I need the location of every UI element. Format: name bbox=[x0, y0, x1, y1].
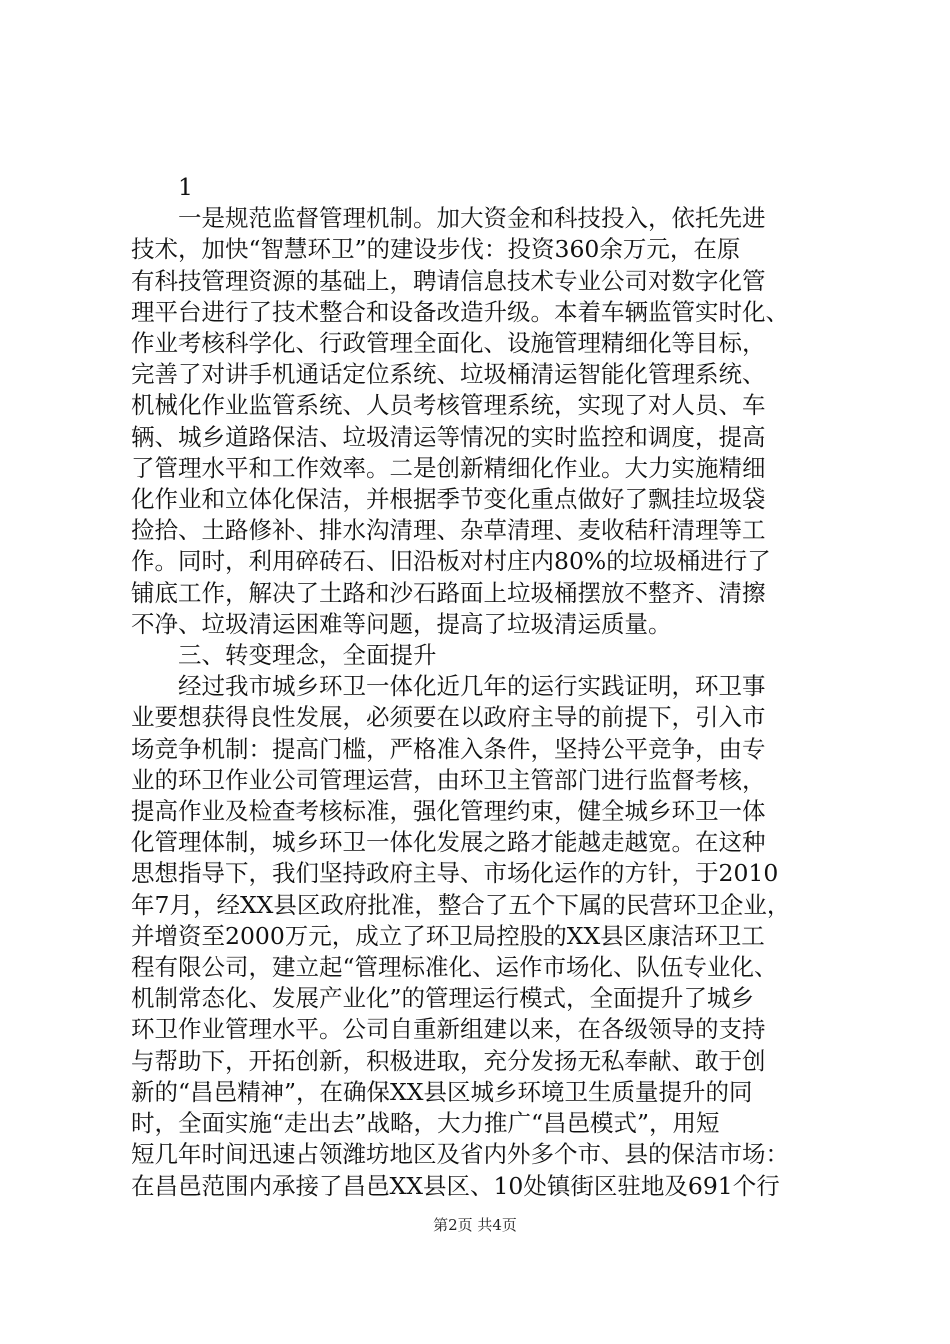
page-number-marker: 1 bbox=[178, 173, 193, 201]
paragraph-line: 理平台进行了技术整合和设备改造升级。本着车辆监管实时化、 bbox=[131, 297, 789, 326]
paragraph-line: 业的环卫作业公司管理运营，由环卫主管部门进行监督考核， bbox=[131, 765, 766, 794]
paragraph-line: 完善了对讲手机通话定位系统、垃圾桶清运智能化管理系统、 bbox=[131, 360, 766, 389]
paragraph-line: 经过我市城乡环卫一体化近几年的运行实践证明，环卫事 bbox=[178, 672, 766, 701]
paragraph-line: 环卫作业管理水平。公司自重新组建以来，在各级领导的支持 bbox=[131, 1015, 766, 1044]
paragraph-line: 提高作业及检查考核标准，强化管理约束，健全城乡环卫一体 bbox=[131, 797, 766, 826]
paragraph-line: 捡拾、土路修补、排水沟清理、杂草清理、麦收秸秆清理等工 bbox=[131, 516, 766, 545]
paragraph-line: 作。同时，利用碎砖石、旧沿板对村庄内80%的垃圾桶进行了 bbox=[131, 547, 771, 576]
paragraph-line: 并增资至2000万元，成立了环卫局控股的XX县区康洁环卫工 bbox=[131, 921, 765, 950]
paragraph-line: 场竞争机制：提高门槛，严格准入条件，坚持公平竞争，由专 bbox=[131, 734, 766, 763]
paragraph-line: 在昌邑范围内承接了昌邑XX县区、10处镇街区驻地及691个行 bbox=[131, 1171, 780, 1200]
paragraph-line: 有科技管理资源的基础上，聘请信息技术专业公司对数字化管 bbox=[131, 266, 766, 295]
paragraph-line: 新的“昌邑精神”，在确保XX县区城乡环境卫生质量提升的同 bbox=[131, 1077, 753, 1106]
paragraph-line: 不净、垃圾清运困难等问题，提高了垃圾清运质量。 bbox=[131, 609, 672, 638]
paragraph-line: 化管理体制，城乡环卫一体化发展之路才能越走越宽。在这种 bbox=[131, 828, 766, 857]
paragraph-line: 与帮助下，开拓创新，积极进取，充分发扬无私奉献、敢于创 bbox=[131, 1046, 766, 1075]
section-heading: 三、转变理念，全面提升 bbox=[178, 641, 437, 670]
paragraph-line: 铺底工作，解决了土路和沙石路面上垃圾桶摆放不整齐、清擦 bbox=[131, 578, 766, 607]
paragraph-line: 短几年时间迅速占领潍坊地区及省内外多个市、县的保洁市场： bbox=[131, 1140, 789, 1169]
paragraph-line: 思想指导下，我们坚持政府主导、市场化运作的方针，于2010 bbox=[131, 859, 779, 888]
paragraph-line: 技术，加快“智慧环卫”的建设步伐：投资360余万元，在原 bbox=[131, 235, 741, 264]
paragraph-line: 一是规范监督管理机制。加大资金和科技投入，依托先进 bbox=[178, 204, 766, 233]
paragraph-line: 年7月，经XX县区政府批准，整合了五个下属的民营环卫企业， bbox=[131, 890, 791, 919]
paragraph-line: 业要想获得良性发展，必须要在以政府主导的前提下，引入市 bbox=[131, 703, 766, 732]
paragraph-line: 时，全面实施“走出去”战略，大力推广“昌邑模式”，用短 bbox=[131, 1109, 720, 1138]
paragraph-line: 程有限公司，建立起“管理标准化、运作市场化、队伍专业化、 bbox=[131, 953, 778, 982]
paragraph-line: 化作业和立体化保洁，并根据季节变化重点做好了飘挂垃圾袋 bbox=[131, 485, 766, 514]
paragraph-line: 辆、城乡道路保洁、垃圾清运等情况的实时监控和调度，提高 bbox=[131, 422, 766, 451]
paragraph-line: 机制常态化、发展产业化”的管理运行模式，全面提升了城乡 bbox=[131, 984, 755, 1013]
paragraph-line: 作业考核科学化、行政管理全面化、设施管理精细化等目标， bbox=[131, 329, 766, 358]
document-body bbox=[131, 172, 831, 1202]
page-footer: 第2页 共4页 bbox=[433, 1216, 517, 1234]
paragraph-line: 机械化作业监管系统、人员考核管理系统，实现了对人员、车 bbox=[131, 391, 766, 420]
paragraph-line: 了管理水平和工作效率。二是创新精细化作业。大力实施精细 bbox=[131, 453, 766, 482]
